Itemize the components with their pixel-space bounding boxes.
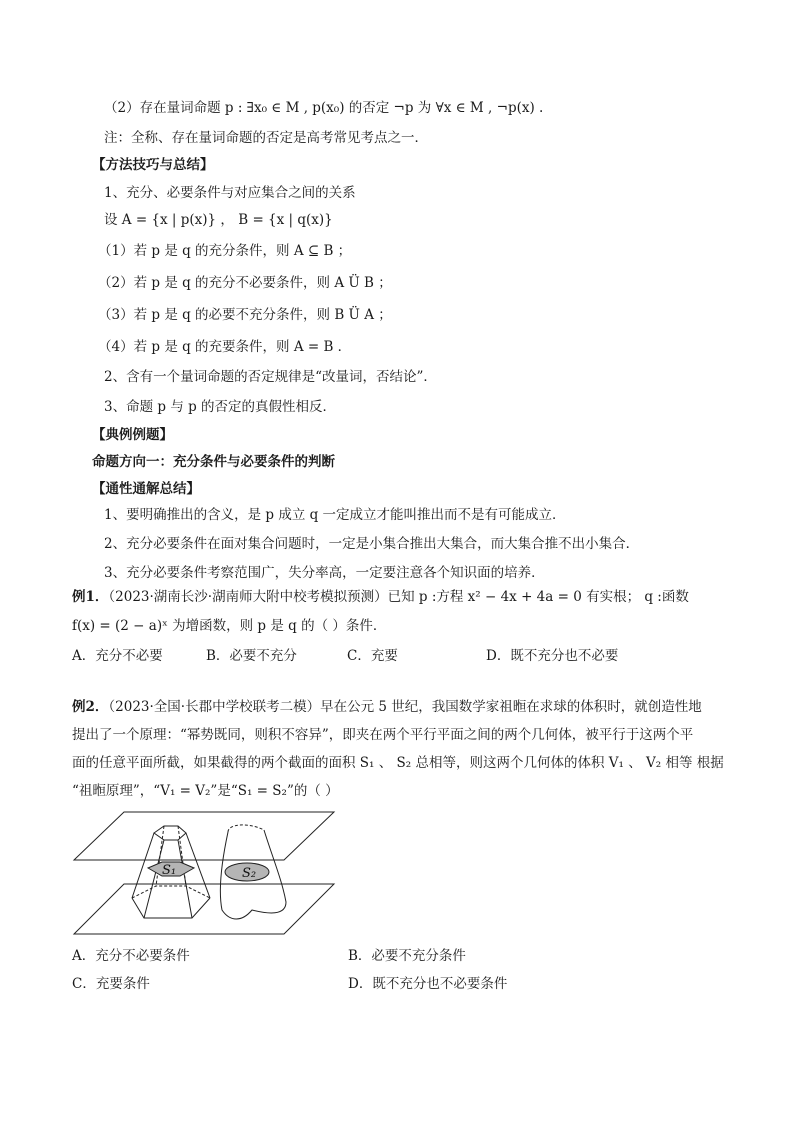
negation-existential-line: （2）存在量词命题 p : ∃x₀ ∈ M , p(x₀) 的否定 ¬p 为 ∀x ∈ M , ¬p(x) .: [104, 100, 544, 116]
example1-text1: （2023·湖南长沙·湖南师大附中校考模拟预测）已知 p :方程 x² − 4x + 4a = 0 有实根； q :函数: [108, 589, 689, 605]
example1-option-c[interactable]: C．充要: [347, 648, 398, 664]
top-plane: [74, 812, 334, 860]
example1-line1: [72, 587, 689, 607]
direction-heading: 命题方向一：充分条件与必要条件的判断: [92, 454, 335, 470]
example2-option-c[interactable]: C．充要条件: [72, 976, 150, 992]
set-definition-line: 设 A = {x | p(x)} ， B = {x | q(x)}: [104, 212, 333, 228]
section-heading-examples: 【典例例题】: [92, 427, 173, 443]
figure-label-s2: S₂: [242, 866, 257, 881]
condition-line-4: （4）若 p 是 q 的充要条件，则 A = B ．: [98, 339, 352, 355]
condition-line-2: （2）若 p 是 q 的充分不必要条件，则 A Ü B ；: [98, 275, 392, 291]
example2-option-a[interactable]: A．充分不必要条件: [72, 948, 190, 964]
example1-line2: f(x) = (2 − a)ˣ 为增函数，则 p 是 q 的（ ）条件．: [72, 618, 387, 634]
example2-option-d[interactable]: D．既不充分也不必要条件: [348, 976, 508, 992]
method-item-2: 2、含有一个量词命题的否定规律是“改量词，否结论”．: [104, 369, 437, 385]
condition-line-3: （3）若 p 是 q 的必要不充分条件，则 B Ü A ；: [98, 307, 392, 323]
example1-option-a[interactable]: A．充分不必要: [72, 648, 163, 664]
summary-item-2: 2、充分必要条件在面对集合问题时，一定是小集合推出大集合，而大集合推不出小集合．: [104, 536, 640, 552]
section-heading-summary: 【通性通解总结】: [92, 481, 200, 497]
section-heading-methods: 【方法技巧与总结】: [92, 157, 214, 173]
zu-geng-principle-figure: [72, 810, 342, 940]
method-item-3: 3、命题 p 与 p 的否定的真假性相反．: [104, 399, 337, 415]
method-item-1: 1、充分、必要条件与对应集合之间的关系: [104, 185, 356, 201]
figure-label-s1: S₁: [162, 863, 177, 878]
example2-text1: （2023·全国·长郡中学校联考二模）早在公元 5 世纪，我国数学家祖暅在求球的体积时，就创造性地: [108, 699, 702, 715]
example2-line4: “祖暅原理”，“V₁ = V₂”是“S₁ = S₂”的（ ）: [72, 783, 339, 799]
example2-line2: 提出了一个原理：“幂势既同，则积不容异”，即夹在两个平行平面之间的两个几何体，被平行于这两个平: [72, 727, 694, 743]
condition-line-1: （1）若 p 是 q 的充分条件，则 A ⊆ B ；: [98, 243, 352, 259]
example2-line1: [72, 697, 702, 717]
summary-item-1: 1、要明确推出的含义，是 p 成立 q 一定成立才能叫推出而不是有可能成立．: [104, 507, 566, 523]
example2-label: 例2．: [72, 699, 109, 715]
example2-line3: 面的任意平面所截，如果截得的两个截面的面积 S₁ 、 S₂ 总相等，则这两个几何体的体积 V₁ 、 V₂ 相等 根据: [72, 755, 724, 771]
example1-label: 例1．: [72, 589, 109, 605]
note-line: 注：全称、存在量词命题的否定是高考常见考点之一．: [104, 130, 428, 146]
bottom-plane: [74, 884, 334, 934]
example1-option-d[interactable]: D．既不充分也不必要: [486, 648, 619, 664]
example1-option-b[interactable]: B．必要不充分: [206, 648, 297, 664]
summary-item-3: 3、充分必要条件考察范围广，失分率高，一定要注意各个知识面的培养．: [104, 565, 545, 581]
example2-option-b[interactable]: B．必要不充分条件: [348, 948, 466, 964]
